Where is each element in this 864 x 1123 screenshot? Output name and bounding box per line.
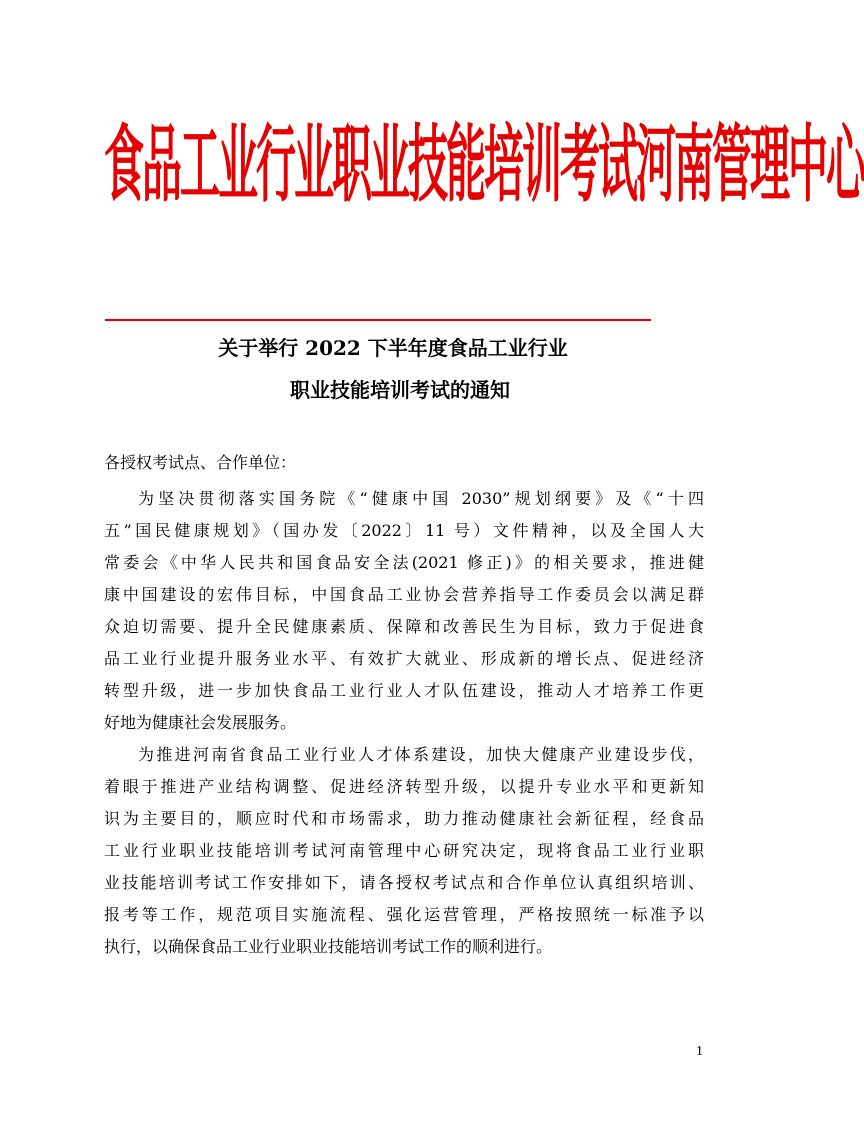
paragraph-line: 着眼于推进产业结构调整、促进经济转型升级，以提升专业水平和更新知 [104,777,704,796]
paragraph-line: 报考等工作，规范项目实施流程、强化运营管理，严格按照统一标准予以 [104,905,704,924]
red-divider-rule [105,319,651,321]
paragraph-2 [104,744,704,968]
paragraph-line: 识为主要目的，顺应时代和市场需求，助力推动健康社会新征程，经食品 [104,809,704,828]
paragraph-line: 品工业行业提升服务业水平、有效扩大就业、形成新的增长点、促进经济 [104,649,704,668]
paragraph-line: 为推进河南省食品工业行业人才体系建设，加快大健康产业建设步伐， [138,745,704,764]
paragraph-line: 康中国建设的宏伟目标，中国食品工业协会营养指导工作委员会以满足群 [104,585,704,604]
paragraph-1 [104,488,704,744]
paragraph-line: 业技能培训考试工作安排如下，请各授权考试点和合作单位认真组织培训、 [104,873,704,892]
masthead [104,117,864,224]
document-title-line-1: 关于举行 2022 下半年度食品工业行业 [218,336,568,360]
paragraph-line: 转型升级，进一步加快食品工业行业人才队伍建设，推动人才培养工作更 [104,681,704,700]
document-title-line-2: 职业技能培训考试的通知 [290,378,510,402]
paragraph-line: 常委会《中华人民共和国食品安全法(2021 修正)》的相关要求，推进健 [104,553,704,572]
paragraph-line: 五”国民健康规划》（国办发〔2022〕11 号）文件精神，以及全国人大 [104,521,704,540]
masthead-title: 食品工业行业职业技能培训考试河南管理中心 [104,117,864,215]
page-number: 1 [696,1044,703,1059]
paragraph-line: 为坚决贯彻落实国务院《“健康中国 2030”规划纲要》及《“十四 [138,489,704,508]
paragraph-line: 执行，以确保食品工业行业职业技能培训考试工作的顺利进行。 [104,937,553,956]
salutation: 各授权考试点、合作单位： [104,453,297,472]
paragraph-line: 众迫切需要、提升全民健康素质、保障和改善民生为目标，致力于促进食 [104,617,704,636]
paragraph-line: 好地为健康社会发展服务。 [104,713,297,732]
paragraph-line: 工业行业职业技能培训考试河南管理中心研究决定，现将食品工业行业职 [104,841,704,860]
